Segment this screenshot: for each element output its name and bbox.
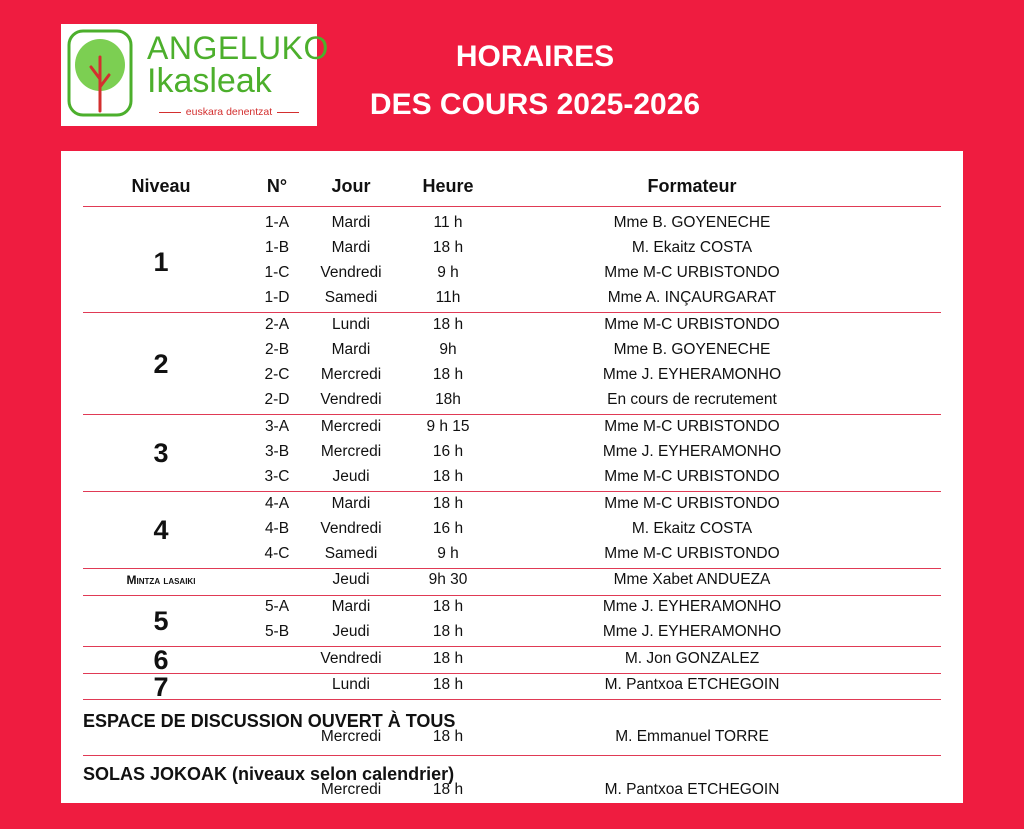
schedule-table <box>61 151 963 803</box>
row-time: 18 h <box>432 366 464 384</box>
section-trainer: M. Pantxoa ETCHEGOIN <box>604 780 780 798</box>
section-title: SOLAS JOKOAK (niveaux selon calendrier) <box>83 763 455 784</box>
level-label: Mintza lasaiki <box>126 573 196 588</box>
row-trainer: Mme M-C URBISTONDO <box>604 468 780 485</box>
level-label: 4 <box>153 515 169 546</box>
row-number: 4-B <box>264 519 290 537</box>
section-time: 18 h <box>432 727 464 745</box>
row-number: 3-C <box>264 468 290 485</box>
row-trainer: Mme A. INÇAURGARAT <box>607 289 777 307</box>
row-number: 4-C <box>264 544 290 562</box>
row-time: 18 h <box>432 239 464 257</box>
row-day: Mercredi <box>320 442 382 460</box>
logo-tagline: euskara denentzat <box>147 106 311 118</box>
row-day: Lundi <box>332 315 370 333</box>
row-number: 1-B <box>264 239 290 257</box>
section-time: 18 h <box>432 780 464 798</box>
row-trainer: Mme B. GOYENECHE <box>613 214 771 231</box>
row-day: Vendredi <box>320 264 382 282</box>
level-label: 3 <box>153 438 169 469</box>
row-time: 11 h <box>433 214 463 231</box>
section-day: Mercredi <box>320 780 382 798</box>
row-trainer: M. Pantxoa ETCHEGOIN <box>604 676 780 694</box>
row-trainer: Mme M-C URBISTONDO <box>604 494 780 512</box>
row-number: 5-B <box>264 623 290 641</box>
tree-icon <box>67 29 133 117</box>
row-day: Jeudi <box>332 571 370 589</box>
row-trainer: Mme M-C URBISTONDO <box>604 417 780 435</box>
level-label: 5 <box>153 606 169 637</box>
row-time: 9 h <box>437 264 459 282</box>
row-day: Jeudi <box>332 623 370 641</box>
row-trainer: Mme J. EYHERAMONHO <box>602 442 782 460</box>
row-number: 2-A <box>264 315 290 333</box>
row-time: 9h 30 <box>428 571 468 589</box>
row-number: 2-B <box>264 341 290 358</box>
row-trainer: M. Jon GONZALEZ <box>624 649 760 667</box>
row-day: Vendredi <box>320 391 382 409</box>
level-divider <box>83 312 941 313</box>
row-trainer: M. Ekaitz COSTA <box>631 239 753 257</box>
row-day: Vendredi <box>320 519 382 537</box>
row-number: 5-A <box>264 598 290 615</box>
row-time: 9 h 15 <box>426 417 470 435</box>
header-formateur: Formateur <box>647 176 737 196</box>
header-jour: Jour <box>331 176 371 196</box>
level-divider <box>83 414 941 415</box>
section-day: Mercredi <box>320 727 382 745</box>
row-day: Mardi <box>331 494 371 512</box>
row-time: 11h <box>435 289 461 307</box>
row-time: 9 h <box>437 544 459 562</box>
level-divider <box>83 491 941 492</box>
row-number: 2-C <box>264 366 290 384</box>
row-number: 3-B <box>264 442 290 460</box>
page-title-line2: DES COURS 2025-2026 <box>369 88 701 121</box>
row-time: 16 h <box>432 519 464 537</box>
row-day: Samedi <box>324 544 378 562</box>
row-time: 18 h <box>432 468 464 485</box>
logo-line2: Ikasleak <box>147 62 272 100</box>
logo <box>61 24 329 126</box>
row-day: Mardi <box>331 598 371 615</box>
page-title-line1: HORAIRES <box>455 40 615 73</box>
level-label: 6 <box>153 645 169 676</box>
row-time: 18 h <box>432 676 464 694</box>
row-day: Samedi <box>324 289 378 307</box>
level-divider <box>83 568 941 569</box>
level-divider <box>83 595 941 596</box>
row-day: Jeudi <box>332 468 370 485</box>
row-trainer: M. Ekaitz COSTA <box>631 519 753 537</box>
header-divider <box>83 206 941 207</box>
row-number: 3-A <box>264 417 290 435</box>
row-day: Vendredi <box>320 649 382 667</box>
header-numero: N° <box>266 176 288 196</box>
row-time: 18 h <box>432 315 464 333</box>
row-number: 1-D <box>264 289 290 307</box>
row-number: 4-A <box>264 494 290 512</box>
row-trainer: Mme B. GOYENECHE <box>613 341 771 358</box>
row-trainer: Mme M-C URBISTONDO <box>604 315 780 333</box>
row-number: 1-A <box>264 214 290 231</box>
row-time: 16 h <box>432 442 464 460</box>
row-day: Mercredi <box>320 366 382 384</box>
row-trainer: Mme J. EYHERAMONHO <box>602 366 782 384</box>
row-time: 18 h <box>432 623 464 641</box>
row-trainer: Mme M-C URBISTONDO <box>604 544 780 562</box>
logo-line1: ANGELUKO <box>147 30 329 66</box>
level-divider <box>83 699 941 700</box>
level-label: 7 <box>153 671 169 702</box>
header-niveau: Niveau <box>131 176 191 196</box>
row-day: Mardi <box>331 214 371 231</box>
section-title: ESPACE DE DISCUSSION OUVERT À TOUS <box>83 710 456 731</box>
row-trainer: Mme J. EYHERAMONHO <box>602 623 782 641</box>
row-time: 18 h <box>432 649 464 667</box>
row-trainer: Mme J. EYHERAMONHO <box>602 598 782 615</box>
row-trainer: Mme M-C URBISTONDO <box>604 264 780 282</box>
row-time: 18 h <box>432 494 464 512</box>
row-number: 1-C <box>264 264 290 282</box>
row-day: Mardi <box>331 341 371 358</box>
row-time: 18 h <box>432 598 464 615</box>
header-heure: Heure <box>422 176 474 196</box>
row-day: Mercredi <box>320 417 382 435</box>
row-time: 9h <box>439 341 457 358</box>
level-label: 2 <box>153 349 169 380</box>
section-divider <box>83 755 941 756</box>
section-trainer: M. Emmanuel TORRE <box>615 727 769 745</box>
row-day: Lundi <box>332 676 370 694</box>
row-time: 18h <box>435 391 461 409</box>
row-day: Mardi <box>331 239 371 257</box>
row-trainer: En cours de recrutement <box>607 391 777 409</box>
level-label: 1 <box>153 247 169 278</box>
row-number: 2-D <box>264 391 290 409</box>
row-trainer: Mme Xabet ANDUEZA <box>613 571 771 589</box>
